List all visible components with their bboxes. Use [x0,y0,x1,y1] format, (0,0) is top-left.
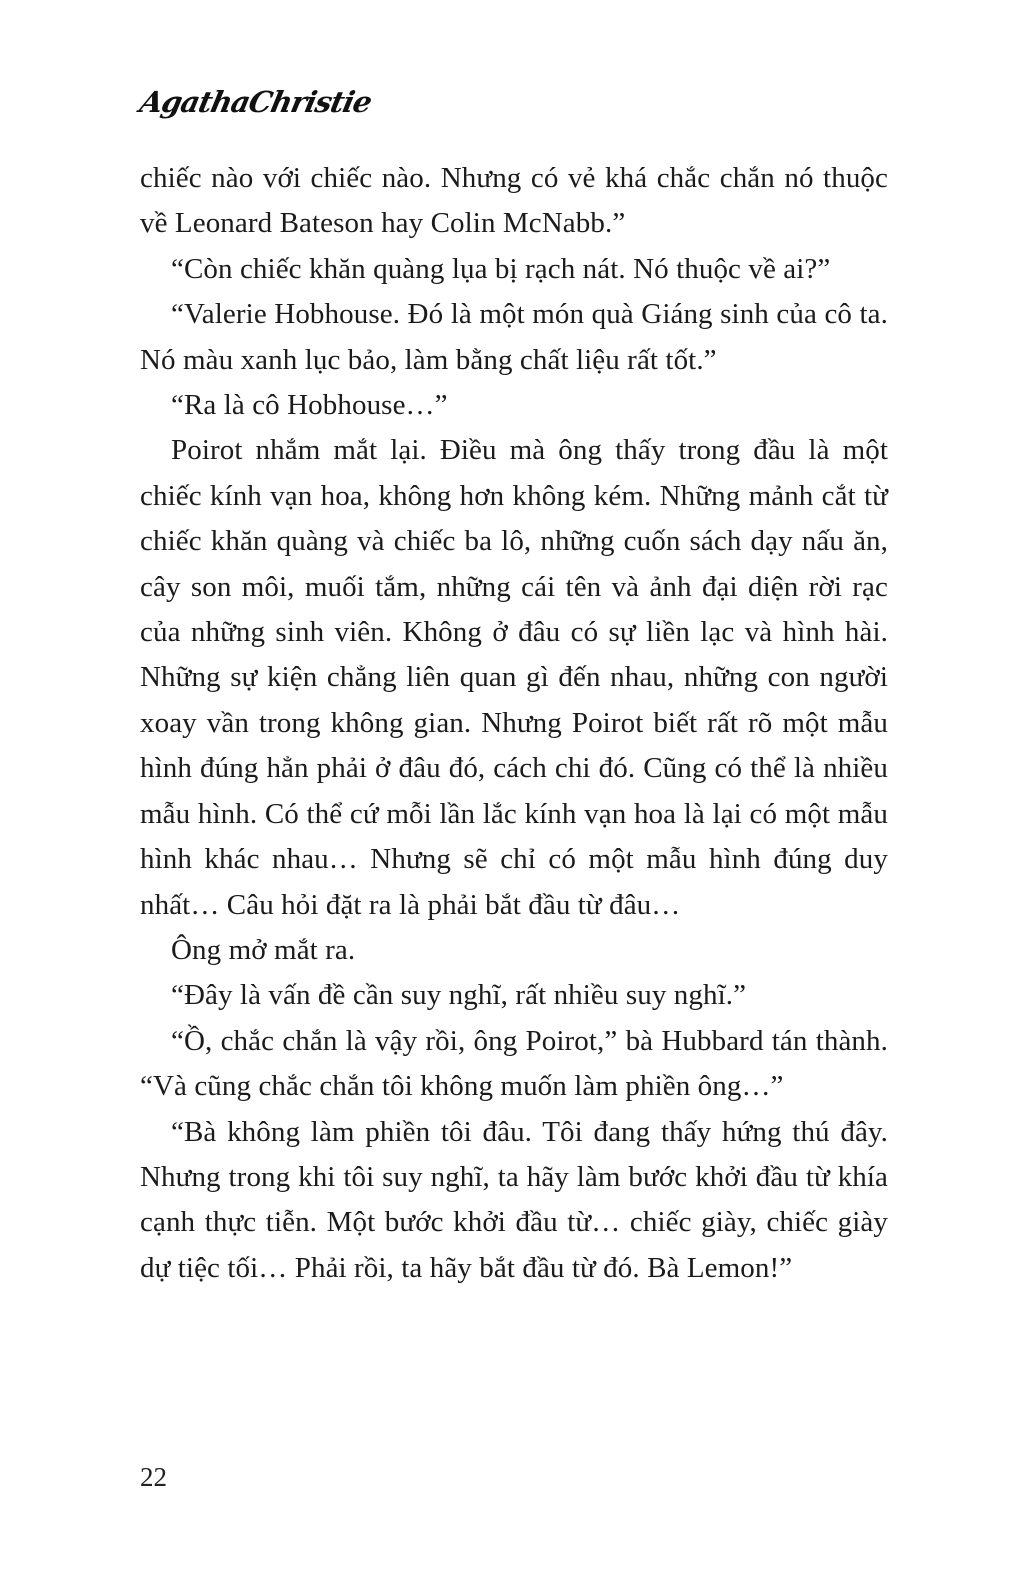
paragraph: chiếc nào với chiếc nào. Nhưng có vẻ khá chắc chắn nó thuộc về Leonard Bateson hay Colin McNabb.” [140,162,888,240]
signature-icon [136,76,376,128]
paragraph: “Bà không làm phiền tôi đâu. Tôi đang thấy hứng thú đây. Nhưng trong khi tôi suy nghĩ, ta hãy làm bước khởi đầu từ khía cạnh thực tiễn. Một bước khởi đầu từ… chiếc giày, chiếc giày dự tiệc tối… Phải rồi, ta hãy bắt đầu từ đó. Bà Lemon!” [140,1115,888,1284]
paragraph: “Ồ, chắc chắn là vậy rồi, ông Poirot,” bà Hubbard tán thành. “Và cũng chắc chắn tôi không muốn làm phiền ông…” [140,1024,888,1103]
page-number: 22 [140,1462,167,1492]
paragraph: “Ra là cô Hobhouse…” [171,389,448,422]
paragraph: Poirot nhắm mắt lại. Điều mà ông thấy trong đầu là một chiếc kính vạn hoa, không hơn không kém. Những mảnh cắt từ chiếc khăn quàng và chiếc ba lô, những cuốn sách dạy nấu ăn, cây son môi, muối tắm, những cái tên và ảnh đại diện rời rạc của những sinh viên. Không ở đâu có sự liền lạc và hình hài. Những sự kiện chẳng liên quan gì đến nhau, những con người xoay vần trong không gian. Nhưng Poirot biết rất rõ một mẫu hình đúng hẳn phải ở đâu đó, cách chi đó. Cũng có thể là nhiều mẫu hình. Có thể cứ mỗi lần lắc kính vạn hoa là lại có một mẫu hình khác nhau… Nhưng sẽ chỉ có một mẫu hình đúng duy nhất… Câu hỏi đặt ra là phải bắt đầu từ đâu… [140,434,888,921]
paragraph: “Còn chiếc khăn quàng lụa bị rạch nát. Nó thuộc về ai?” [171,252,831,285]
logo-text: AgathaChristie [136,84,375,119]
agatha-christie-logo [136,76,376,128]
page-body [140,156,888,1291]
paragraph: “Đây là vấn đề cần suy nghĩ, rất nhiều suy nghĩ.” [171,979,747,1012]
paragraph: Ông mở mắt ra. [171,933,356,966]
paragraph: “Valerie Hobhouse. Đó là một món quà Giáng sinh của cô ta. Nó màu xanh lục bảo, làm bằng chất liệu rất tốt.” [140,298,888,376]
